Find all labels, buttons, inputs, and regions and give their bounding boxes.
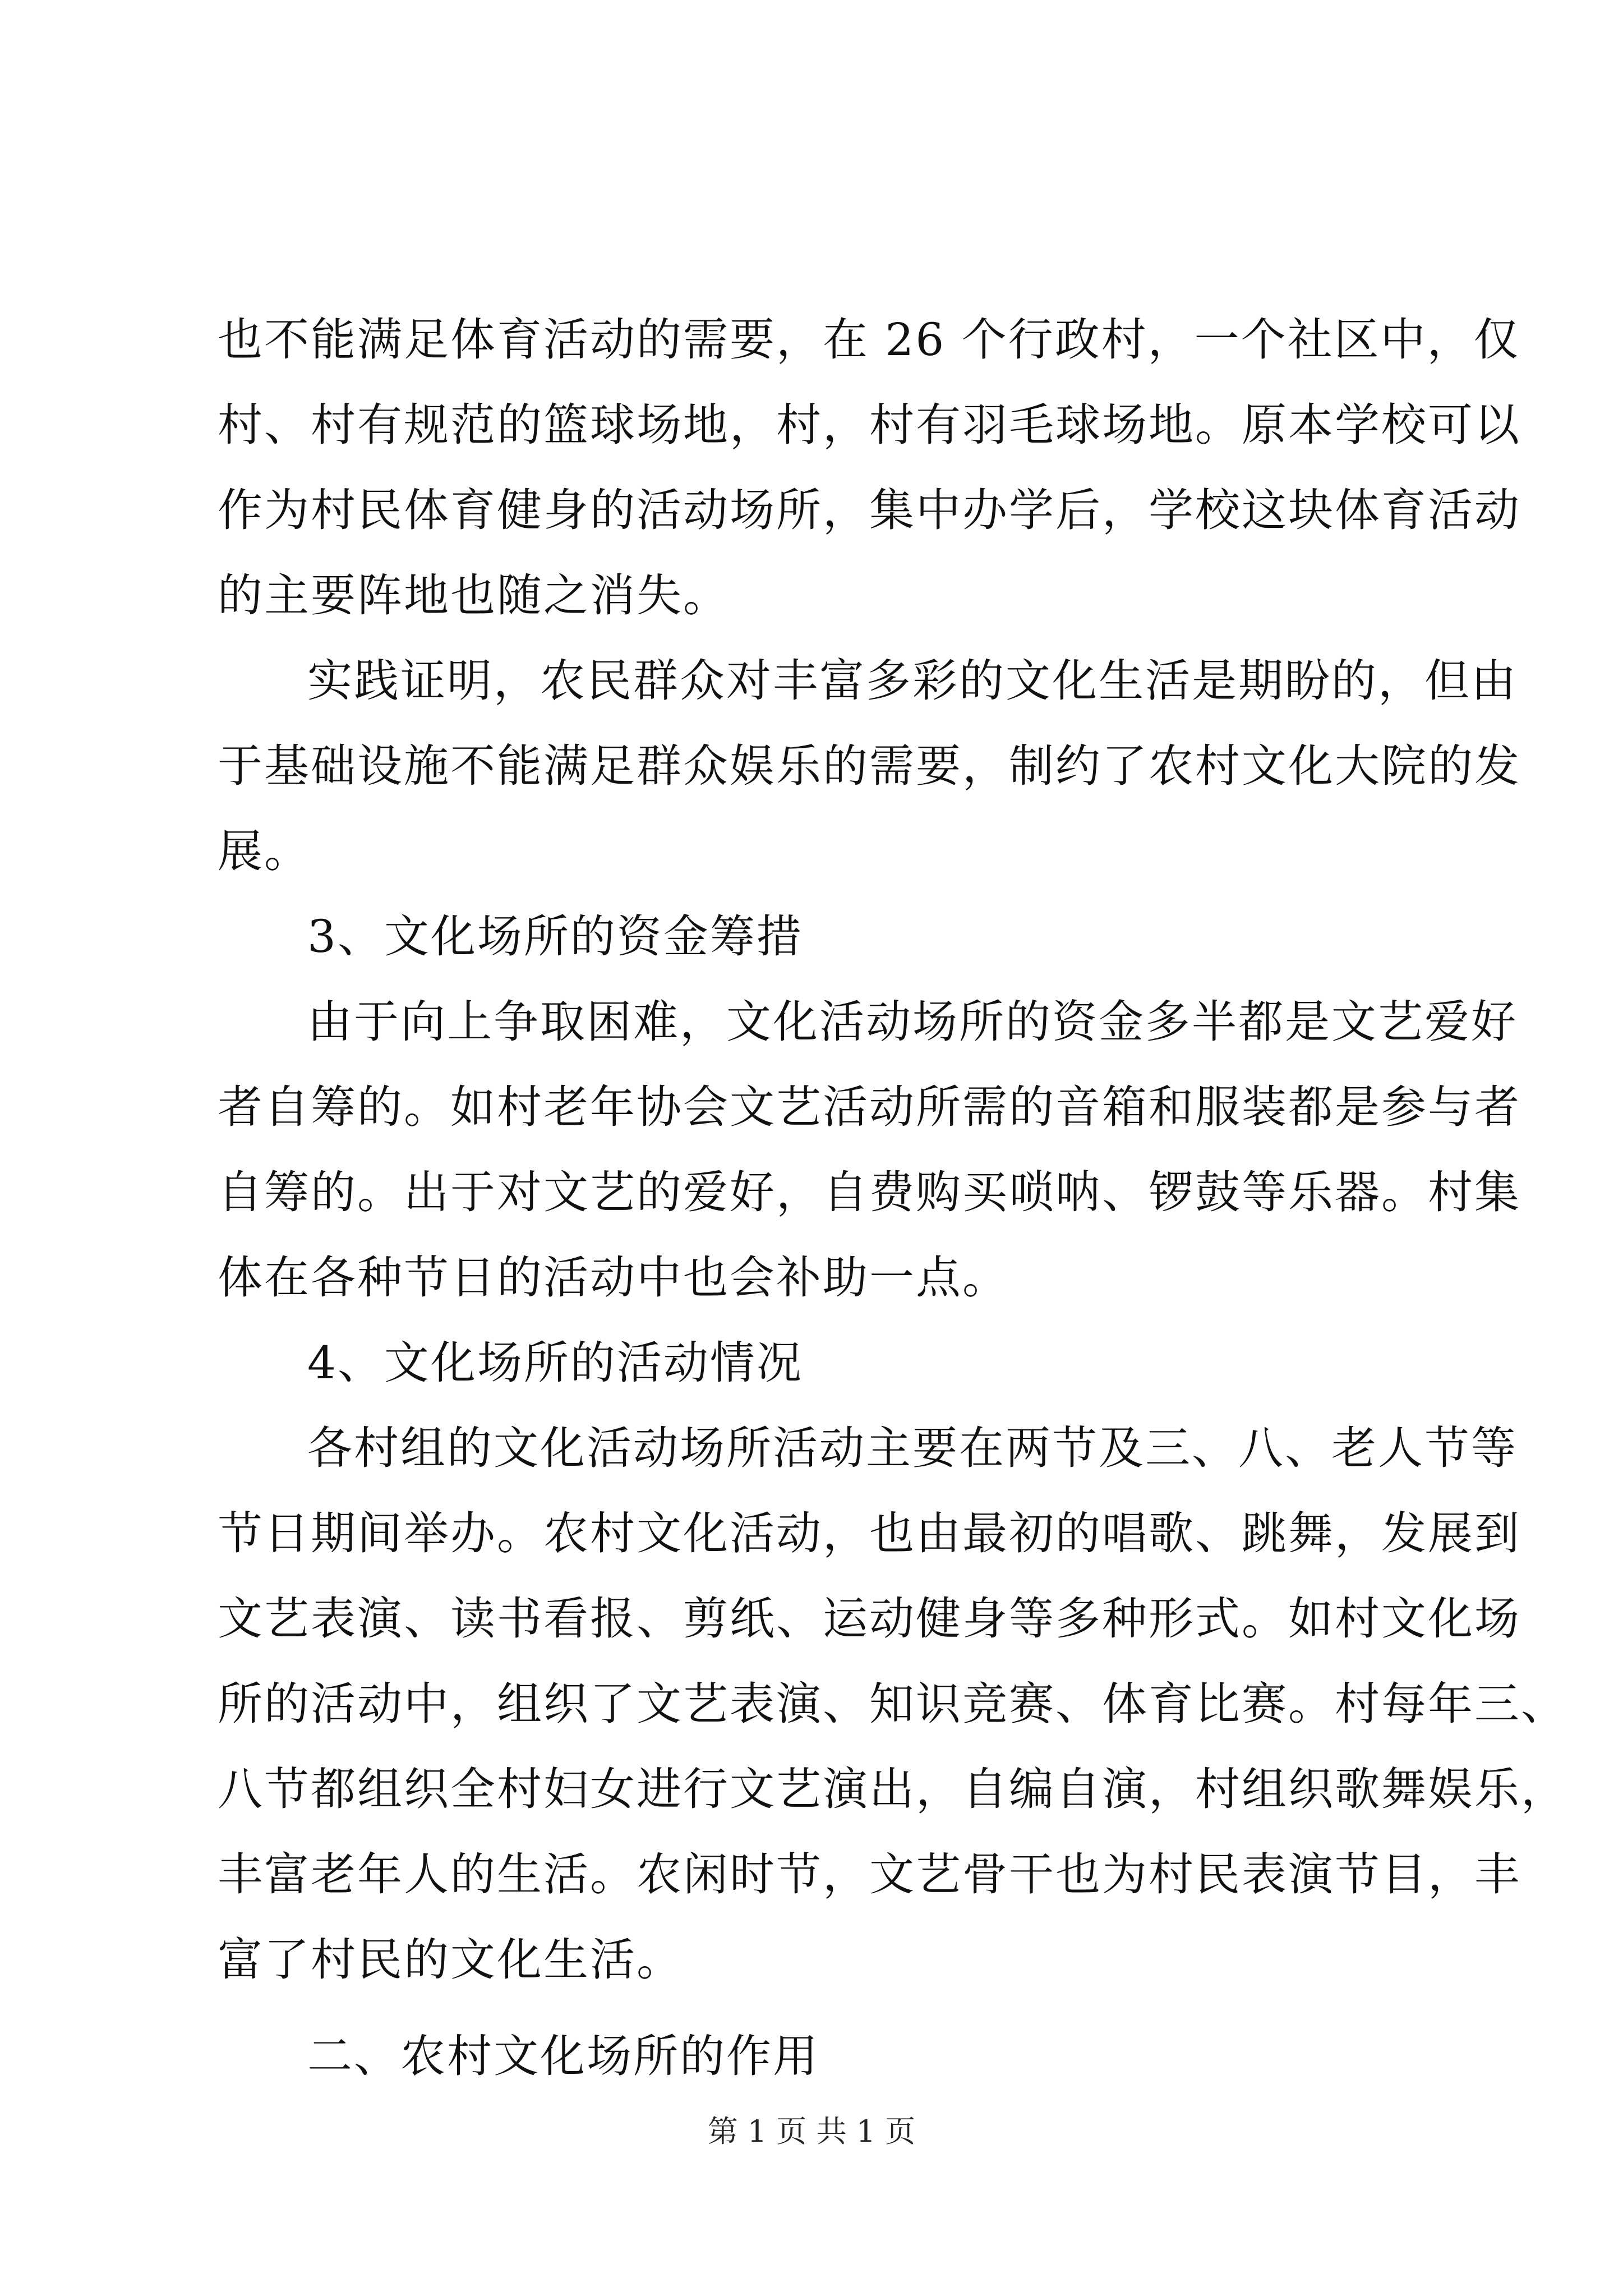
paragraph-line: 实践证明，农民群众对丰富多彩的文化生活是期盼的，但由 (307, 655, 1518, 707)
paragraph-line: 作为村民体育健身的活动场所，集中办学后，学校这块体育活动 (218, 484, 1521, 536)
paragraph-line: 者自筹的。如村老年协会文艺活动所需的音箱和服装都是参与者 (218, 1081, 1521, 1133)
paragraph-line: 由于向上争取困难，文化活动场所的资金多半都是文艺爱好 (307, 996, 1518, 1048)
paragraph-line: 于基础设施不能满足群众娱乐的需要，制约了农村文化大院的发 (218, 740, 1521, 792)
paragraph-line: 自筹的。出于对文艺的爱好，自费购买唢呐、锣鼓等乐器。村集 (218, 1166, 1521, 1218)
page-footer: 第 1 页 共 1 页 (707, 2114, 916, 2149)
paragraph-line: 所的活动中，组织了文艺表演、知识竞赛、体育比赛。村每年三、 (218, 1678, 1567, 1730)
paragraph-line: 的主要阵地也随之消失。 (218, 569, 730, 622)
paragraph-line: 文艺表演、读书看报、剪纸、运动健身等多种形式。如村文化场 (218, 1593, 1521, 1645)
section-heading: 4、文化场所的活动情况 (307, 1337, 803, 1389)
section-heading: 二、农村文化场所的作用 (307, 2030, 819, 2082)
section-heading: 3、文化场所的资金筹措 (307, 910, 803, 963)
paragraph-line: 体在各种节日的活动中也会补助一点。 (218, 1251, 1009, 1304)
paragraph-line: 展。 (218, 825, 311, 877)
paragraph-line: 各村组的文化活动场所活动主要在两节及三、八、老人节等 (307, 1422, 1518, 1474)
document-body (218, 297, 1567, 2099)
paragraph-line: 富了村民的文化生活。 (218, 1934, 683, 1986)
paragraph-line: 节日期间举办。农村文化活动，也由最初的唱歌、跳舞，发展到 (218, 1507, 1521, 1559)
paragraph-line: 村、村有规范的篮球场地，村，村有羽毛球场地。原本学校可以 (218, 399, 1521, 451)
paragraph-line: 丰富老年人的生活。农闲时节，文艺骨干也为村民表演节目，丰 (218, 1848, 1521, 1901)
paragraph-line: 八节都组织全村妇女进行文艺演出，自编自演，村组织歌舞娱乐， (218, 1763, 1567, 1815)
paragraph-line: 也不能满足体育活动的需要，在 26 个行政村，一个社区中，仅 (218, 314, 1520, 366)
